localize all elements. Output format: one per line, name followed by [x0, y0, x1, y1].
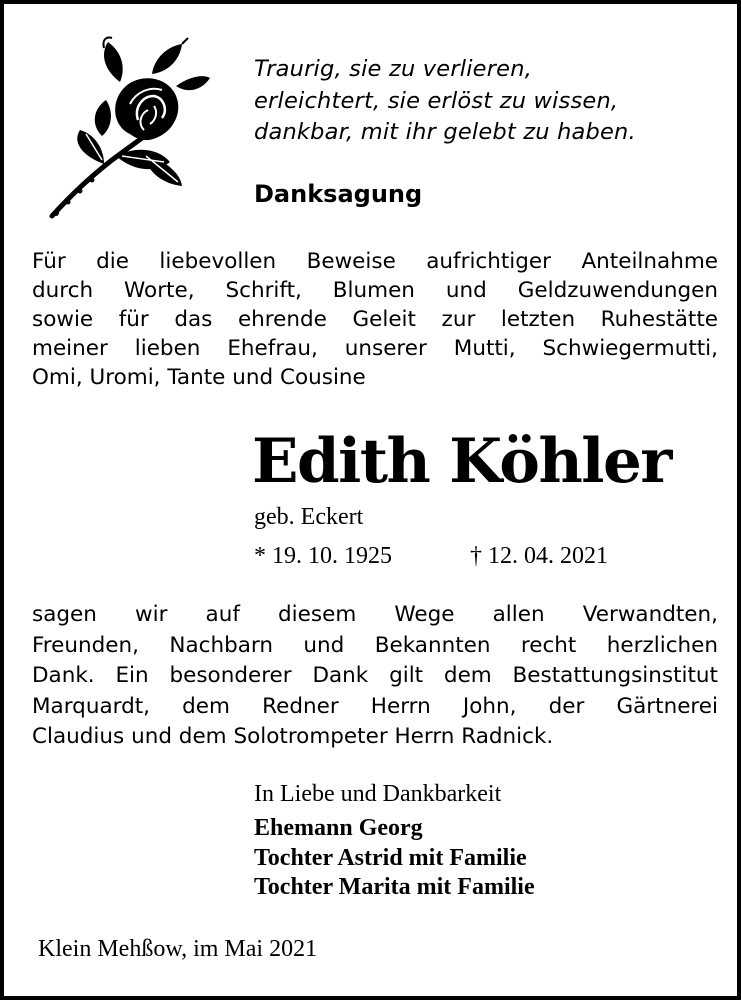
- intro-line: Für die liebevollen Beweise aufrichtiger Anteilnahme: [32, 249, 718, 274]
- intro-line: meiner lieben Ehefrau, unserer Mutti, Schwiegermutti,: [32, 336, 718, 361]
- thanks-paragraph: [32, 600, 718, 753]
- thanks-line: Dank. Ein besonderer Dank gilt dem Bestattungsinstitut: [32, 663, 718, 688]
- thanks-line: Freunden, Nachbarn und Bekannten recht herzlichen: [32, 632, 718, 658]
- thanks-line: Marquardt, dem Redner Herrn John, der Gärtnerei: [32, 693, 718, 719]
- verse: [254, 54, 724, 149]
- verse-line: dankbar, mit ihr gelebt zu haben.: [254, 119, 636, 145]
- verse-line: erleichtert, sie erlöst zu wissen,: [254, 87, 619, 114]
- signer: Tochter Astrid mit Familie: [254, 844, 527, 871]
- intro-line: sowie für das ehrende Geleit zur letzten Ruhestätte: [32, 307, 718, 332]
- intro-line: durch Worte, Schrift, Blumen und Geldzuwendungen: [32, 278, 718, 303]
- verse-line: Traurig, sie zu verlieren,: [254, 56, 533, 82]
- signer: Ehemann Georg: [254, 815, 423, 841]
- death-date: † 12. 04. 2021: [470, 543, 608, 569]
- thanks-line: sagen wir auf diesem Wege allen Verwandten,: [32, 602, 718, 627]
- signers: [254, 814, 535, 903]
- rose-icon: [42, 34, 212, 224]
- signer: Tochter Marita mit Familie: [254, 874, 535, 900]
- intro-line: Omi, Uromi, Tante und Cousine: [32, 365, 366, 390]
- birth-name: geb. Eckert: [254, 504, 364, 530]
- thanks-line: Claudius und dem Solotrompeter Herrn Radnick.: [32, 724, 554, 749]
- intro-paragraph: [32, 247, 718, 392]
- closing-phrase: In Liebe und Dankbarkeit: [254, 781, 502, 807]
- heading-danksagung: Danksagung: [254, 180, 423, 208]
- deceased-name: Edith Köhler: [252, 426, 671, 497]
- birth-date: * 19. 10. 1925: [254, 543, 392, 569]
- place-and-date: Klein Mehßow, im Mai 2021: [38, 936, 318, 962]
